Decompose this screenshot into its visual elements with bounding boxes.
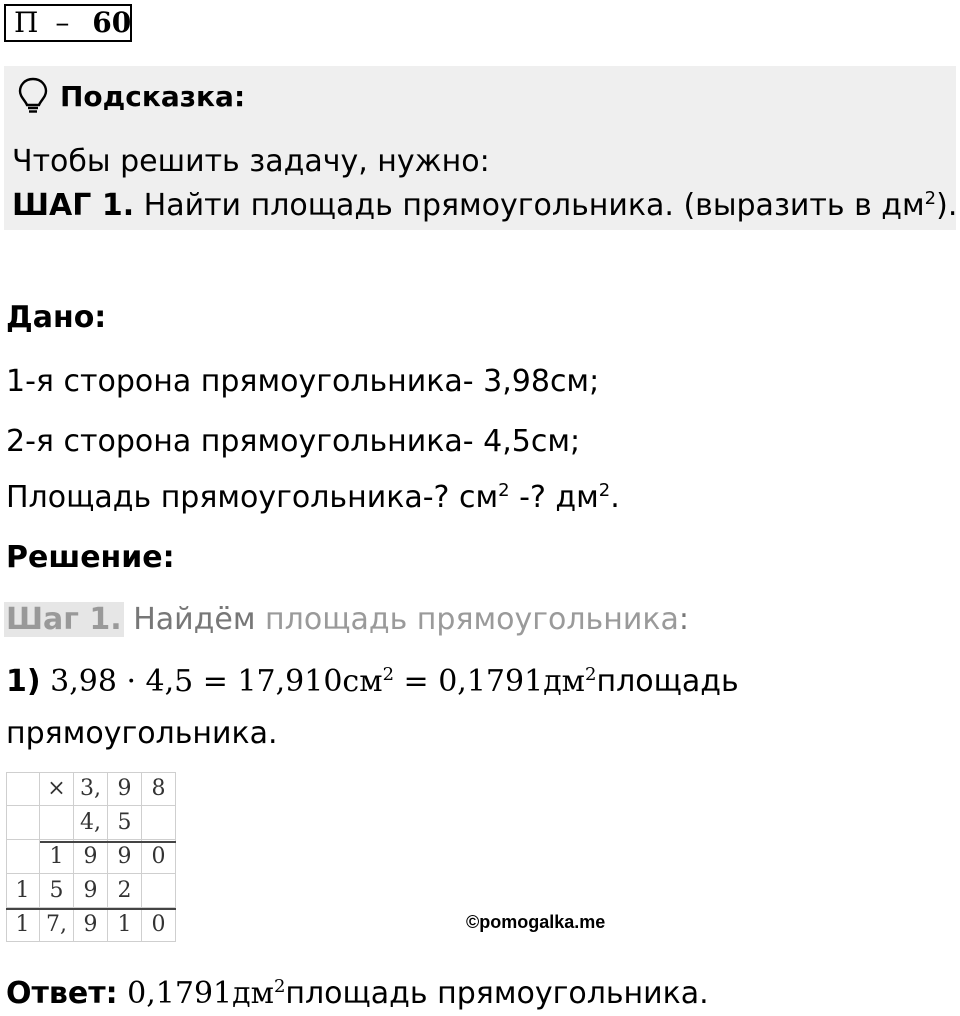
hint-step-label: ШАГ 1.	[12, 188, 135, 223]
grid-cell: 0	[142, 840, 176, 874]
solution-equation	[6, 664, 739, 699]
given-title: Дано:	[6, 300, 107, 335]
hint-title-text: Подсказка:	[60, 79, 246, 113]
hint-step	[12, 188, 957, 223]
given-line-3-b: -? дм	[509, 480, 599, 515]
solution-step-rest: площадь прямоугольника	[265, 602, 679, 637]
equation-sup-2: 2	[585, 664, 597, 685]
grid-cell: 7,	[40, 908, 74, 942]
solution-step-colon: :	[678, 602, 689, 637]
badge-dash: –	[55, 6, 70, 39]
grid-product-rule	[40, 841, 176, 843]
hint-intro: Чтобы решить задачу, нужно:	[12, 144, 490, 179]
grid-cell: 8	[142, 772, 176, 806]
answer-line	[6, 976, 709, 1011]
solution-step-label: Шаг 1.	[6, 602, 122, 637]
grid-cell	[40, 806, 74, 840]
given-line-3-sup1: 2	[498, 480, 510, 501]
solution-step-verb: Найдём	[123, 602, 266, 637]
grid-cell	[6, 772, 40, 806]
equation-number: 1)	[6, 664, 41, 699]
given-line-3-a: Площадь прямоугольника-? см	[6, 480, 499, 515]
equation-middle: = 0,1791дм	[394, 664, 586, 699]
grid-cell: 0	[142, 908, 176, 942]
hint-step-end: ).	[936, 188, 958, 223]
grid-cell: 4,	[74, 806, 108, 840]
grid-cell: 1	[108, 908, 142, 942]
answer-label: Ответ:	[6, 976, 118, 1011]
answer-text: площадь прямоугольника.	[285, 976, 709, 1011]
grid-cell: 1	[6, 908, 40, 942]
answer-sup: 2	[273, 976, 286, 997]
grid-cell	[6, 806, 40, 840]
grid-cell: 3,	[74, 772, 108, 806]
badge-number: 60	[92, 6, 132, 39]
grid-cell: 9	[74, 874, 108, 908]
given-line-2: 2-я сторона прямоугольника- 4,5см;	[6, 424, 581, 459]
grid-sum-rule	[6, 908, 176, 910]
grid-cell	[142, 806, 176, 840]
solution-title: Решение:	[6, 540, 175, 575]
given-line-3-end: .	[610, 480, 620, 515]
equation-tail: площадь	[596, 664, 739, 699]
grid-cell: 1	[6, 874, 40, 908]
grid-cell: 2	[108, 874, 142, 908]
problem-number-badge	[4, 4, 132, 42]
given-line-1: 1-я сторона прямоугольника- 3,98см;	[6, 364, 600, 399]
equation-sup-1: 2	[382, 664, 395, 685]
hint-step-sup: 2	[924, 188, 937, 209]
grid-cell: ×	[40, 772, 74, 806]
grid-cell: 5	[108, 806, 142, 840]
given-line-3-sup2: 2	[598, 480, 611, 501]
lightbulb-icon	[16, 76, 50, 116]
solution-step-heading	[4, 602, 689, 637]
grid-cell: 9	[108, 772, 142, 806]
grid-cell: 9	[108, 840, 142, 874]
multiplication-grid	[6, 772, 176, 942]
grid-cell	[142, 874, 176, 908]
hint-step-text: Найти площадь прямоугольника. (выразить в дм	[134, 188, 925, 223]
badge-letter: П	[14, 6, 39, 39]
hint-title	[16, 76, 245, 116]
equation-expression: 3,98 · 4,5 = 17,910см	[40, 664, 383, 699]
watermark: ©pomogalka.me	[466, 912, 606, 932]
grid-cell	[6, 840, 40, 874]
grid-cell: 9	[74, 840, 108, 874]
grid-cell: 1	[40, 840, 74, 874]
equation-continuation: прямоугольника.	[6, 716, 278, 751]
grid-cell: 5	[40, 874, 74, 908]
grid-cell: 9	[74, 908, 108, 942]
given-line-3	[6, 480, 620, 515]
answer-value: 0,1791дм	[117, 976, 274, 1011]
